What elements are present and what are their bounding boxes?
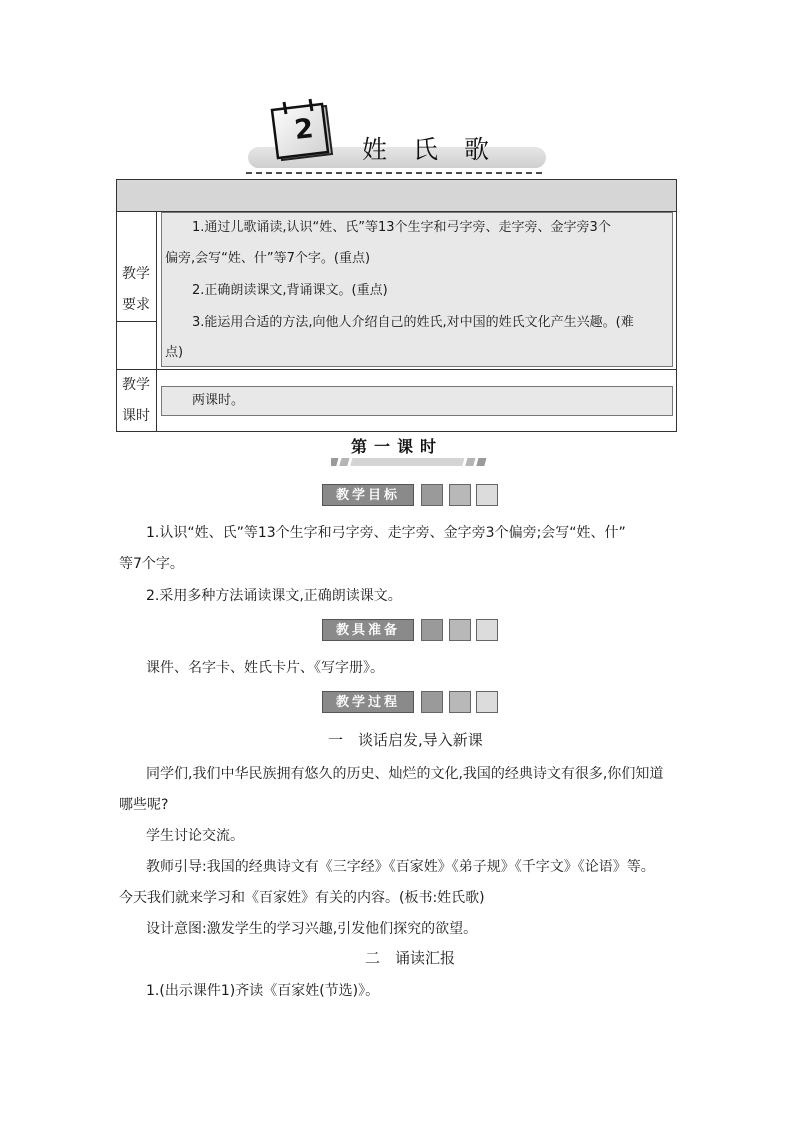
requirement-line: 偏旁,会写“姓、什”等7个字。(重点) xyxy=(165,251,371,266)
step2-paragraph: 1.(出示课件1)齐读《百家姓(节选)》。 xyxy=(146,983,380,999)
requirement-line: 2.正确朗读课文,背诵课文。(重点) xyxy=(192,283,388,298)
step1-paragraph: 哪些呢? xyxy=(119,797,169,813)
tag-square xyxy=(421,484,443,506)
table-label-divider xyxy=(117,321,156,322)
tag-square xyxy=(449,619,471,641)
process-tag: 教学过程 xyxy=(322,691,414,713)
objective-line: 等7个字。 xyxy=(119,556,184,572)
lesson-number: 2 xyxy=(292,113,315,146)
table-header-row xyxy=(117,180,676,212)
hours-value: 两课时。 xyxy=(192,393,245,408)
objectives-tag: 教学目标 xyxy=(322,484,414,506)
lesson-title: 姓氏歌 xyxy=(362,135,516,164)
tag-square xyxy=(476,619,498,641)
period-title: 第一课时 xyxy=(350,437,443,456)
requirement-line: 3.能运用合适的方法,向他人介绍自己的姓氏,对中国的姓氏文化产生兴趣。(难 xyxy=(192,315,634,330)
step1-paragraph: 教师引导:我国的经典诗文有《三字经》《百家姓》《弟子规》《千字文》《论语》等。 xyxy=(146,859,655,875)
step1-paragraph: 设计意图:激发学生的学习兴趣,引发他们探究的欲望。 xyxy=(146,921,478,937)
tag-square xyxy=(476,484,498,506)
step1-paragraph: 学生讨论交流。 xyxy=(146,828,244,844)
step1-heading: 一 谈话启发,导入新课 xyxy=(328,731,483,749)
tag-square xyxy=(449,691,471,713)
tag-square xyxy=(421,619,443,641)
step2-heading: 二 诵读汇报 xyxy=(365,949,456,967)
step1-paragraph: 今天我们就来学习和《百家姓》有关的内容。(板书:姓氏歌) xyxy=(119,890,485,906)
table-row-divider xyxy=(117,369,676,370)
objective-line: 2.采用多种方法诵读课文,正确朗读课文。 xyxy=(146,588,402,604)
requirement-line: 1.通过儿歌诵读,认识“姓、氏”等13个生字和弓字旁、走字旁、金字旁3个 xyxy=(192,220,611,235)
title-dashed-rule xyxy=(246,172,542,174)
tag-square xyxy=(421,691,443,713)
requirements-label-line1: 教学 xyxy=(122,266,150,282)
tag-square xyxy=(449,484,471,506)
objective-line: 1.认识“姓、氏”等13个生字和弓字旁、走字旁、金字旁3个偏旁;会写“姓、什” xyxy=(146,525,626,541)
hours-label-line2: 课时 xyxy=(122,408,150,424)
step1-paragraph: 同学们,我们中华民族拥有悠久的历史、灿烂的文化,我国的经典诗文有很多,你们知道 xyxy=(146,766,664,782)
tools-tag: 教具准备 xyxy=(322,619,414,641)
hours-label-line1: 教学 xyxy=(122,377,150,393)
table-column-divider xyxy=(156,211,157,432)
requirements-label-line2: 要求 xyxy=(122,297,150,313)
tools-text: 课件、名字卡、姓氏卡片、《写字册》。 xyxy=(146,660,384,676)
tag-square xyxy=(476,691,498,713)
requirement-line: 点) xyxy=(165,345,184,360)
